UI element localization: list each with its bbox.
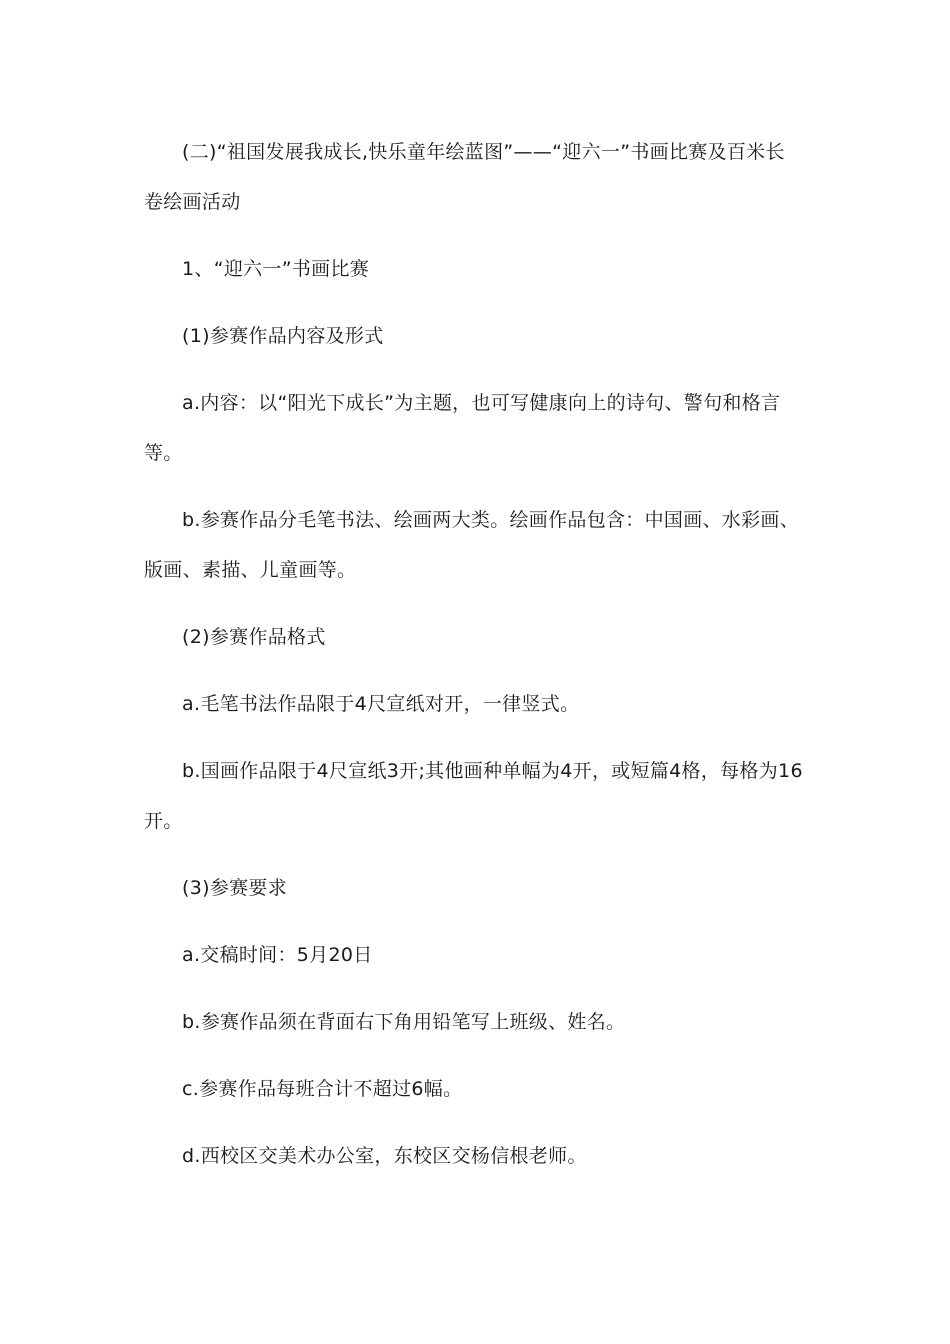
item-heading-content-form: (1)参赛作品内容及形式 — [182, 325, 384, 347]
section-heading-2: (二)“祖国发展我成长,快乐童年绘蓝图”——“迎六一”书画比赛及百米长卷绘画活动 — [144, 141, 785, 213]
paragraph-deadline: a.交稿时间：5月20日 — [182, 944, 373, 966]
paragraph-submission-location: d.西校区交美术办公室，东校区交杨信根老师。 — [182, 1145, 587, 1167]
paragraph-calligraphy-format: a.毛笔书法作品限于4尺宣纸对开，一律竖式。 — [182, 693, 580, 715]
document-body — [144, 127, 804, 1198]
paragraph-painting-format: b.国画作品限于4尺宣纸3开;其他画种单幅为4开，或短篇4格，每格为16开。 — [144, 760, 803, 832]
paragraph-labeling: b.参赛作品须在背面右下角用铅笔写上班级、姓名。 — [182, 1011, 626, 1033]
paragraph-content-theme: a.内容：以“阳光下成长”为主题，也可写健康向上的诗句、警句和格言等。 — [144, 392, 781, 464]
subsection-heading-1: 1、“迎六一”书画比赛 — [182, 258, 370, 280]
paragraph-quota: c.参赛作品每班合计不超过6幅。 — [182, 1078, 463, 1100]
item-heading-requirements: (3)参赛要求 — [182, 877, 288, 899]
item-heading-format: (2)参赛作品格式 — [182, 626, 326, 648]
paragraph-categories: b.参赛作品分毛笔书法、绘画两大类。绘画作品包含：中国画、水彩画、版画、素描、儿童画等。 — [144, 509, 800, 581]
